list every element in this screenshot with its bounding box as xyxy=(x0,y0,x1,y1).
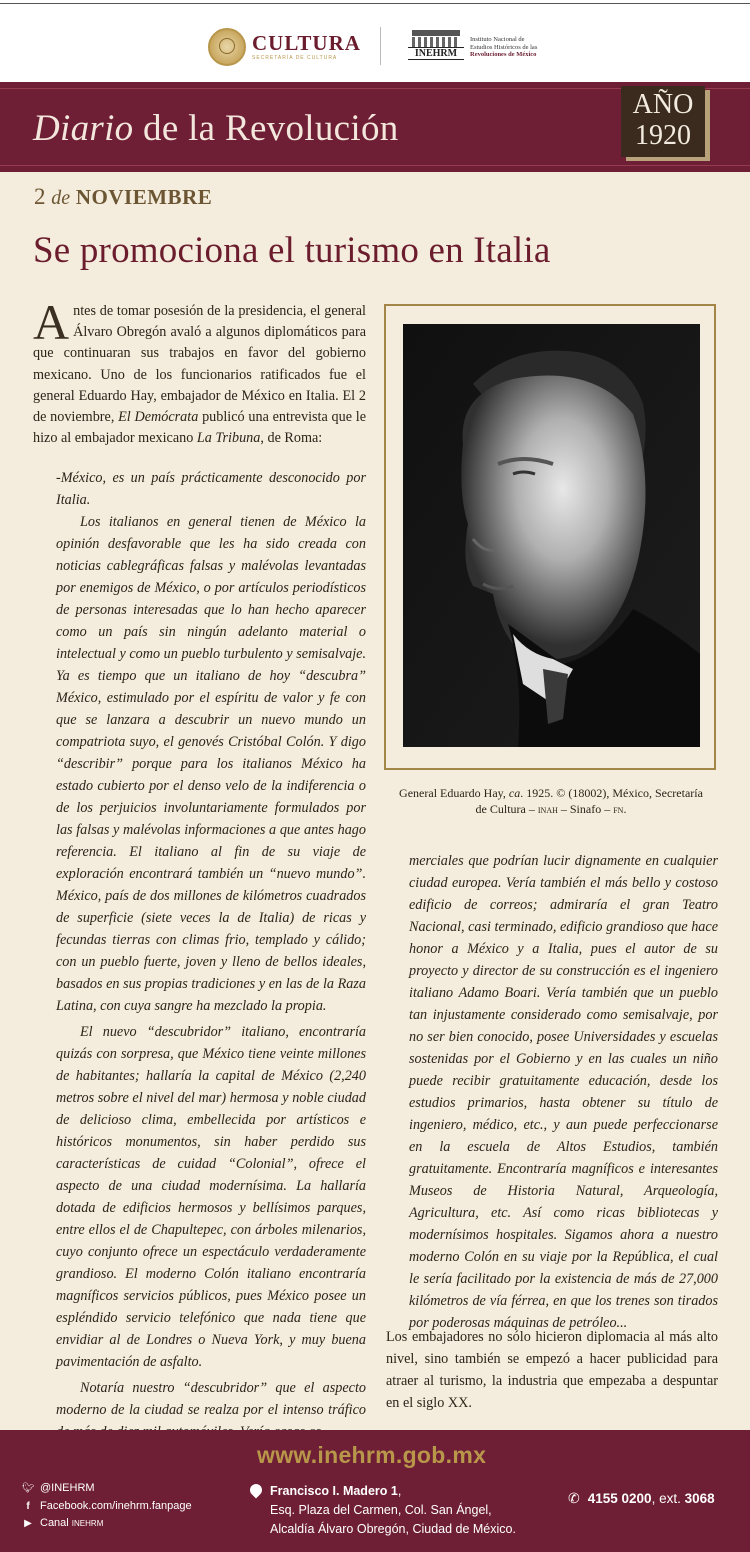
top-header xyxy=(0,0,750,82)
portrait-image xyxy=(403,324,700,747)
caption-part-d: . xyxy=(623,801,627,816)
facebook-url: Facebook.com/inehrm.fanpage xyxy=(40,1499,192,1512)
address-comma: , xyxy=(397,1484,402,1498)
caption-part-a: General Eduardo Hay, xyxy=(399,786,509,800)
youtube-link[interactable] xyxy=(22,1515,192,1533)
facebook-icon: f xyxy=(26,1500,30,1512)
inehrm-logo[interactable] xyxy=(408,30,537,60)
date-month: NOVIEMBRE xyxy=(75,185,213,209)
cultura-name: CULTURA xyxy=(252,31,361,55)
caption-part-c: – Sinafo – xyxy=(557,801,614,816)
quote-para-4: Notaría nuestro “descubridor” que el aspecto moderno de la ciudad se realza por el intenso tráfico xyxy=(56,1380,366,1418)
caption-ca: ca xyxy=(508,786,521,800)
cultura-sub: SECRETARÍA DE CULTURA xyxy=(252,55,338,61)
inehrm-line2: Estudios Históricos de las xyxy=(470,43,538,51)
address-block xyxy=(250,1482,516,1539)
phone-ext-label: , ext. xyxy=(651,1491,685,1506)
address-street: Francisco I. Madero 1 xyxy=(270,1484,398,1498)
social-links xyxy=(22,1480,192,1533)
year-value: 1920 xyxy=(635,120,691,151)
intro-text-1: ntes de tomar posesión de la presidencia, el general Álvaro Obregón avaló a algunos diplomáticos para que continuaran sus trabajos en favor del gobierno mexicano. Uno de los funcionarios ratificados fue el general Eduardo Hay, embajador de México en Italia. El 2 de noviembre, xyxy=(33,303,366,426)
intro-text-2: publicó una entrevista que le hizo al embajador mexicano xyxy=(33,409,367,447)
youtube-icon: ▶ xyxy=(24,1518,32,1529)
cultura-logo[interactable] xyxy=(208,28,361,66)
twitter-icon: 🐦︎ xyxy=(22,1483,35,1494)
intro-paragraph xyxy=(33,294,367,449)
phone-block[interactable] xyxy=(568,1490,715,1507)
building-icon xyxy=(408,30,464,60)
closing-paragraph xyxy=(386,1326,718,1414)
top-rule xyxy=(0,3,750,4)
caption-fn: fn xyxy=(613,803,624,816)
youtube-name: inehrm xyxy=(71,1517,104,1529)
title-rest: de la Revolución xyxy=(133,108,399,149)
address-line3: Alcaldía Álvaro Obregón, Ciudad de México. xyxy=(270,1522,516,1536)
drop-cap: A xyxy=(33,294,70,350)
twitter-link[interactable] xyxy=(22,1480,192,1498)
date-de: de xyxy=(51,187,71,209)
logo-divider xyxy=(380,27,381,65)
inehrm-acronym: INEHRM xyxy=(408,47,464,60)
address-line2: Esq. Plaza del Carmen, Col. San Ángel, xyxy=(270,1503,492,1517)
publication-title xyxy=(33,107,399,150)
title-italic: Diario xyxy=(33,108,134,149)
headline: Se promociona el turismo en Italia xyxy=(33,230,551,271)
map-pin-icon xyxy=(248,1482,265,1499)
caption-part-b: . 1925. © (18002), México, Secretaría de Cultura – xyxy=(475,786,703,816)
year-badge xyxy=(621,86,705,157)
caption-inah: inah xyxy=(537,803,558,816)
inehrm-line1: Instituto Nacional de xyxy=(470,36,525,43)
twitter-handle: @INEHRM xyxy=(40,1482,95,1494)
portrait-photo xyxy=(403,324,700,747)
quote-para-5: merciales que podrían lucir dignamente en cualquier ciudad europea. Vería también el más bello y costoso edificio de correos; admiraría el gran Teatro Nacional, casi terminado, edificio grandioso que hace honor a México y a Italia, pues el autor de su proyecto y director de su construcción es el ingeniero italiano Adamo Boari. Vería también que un pueblo tan injustamente considerado como semisalvaje, por no ser bien conocido, posee Universidades y escuelas sostenidas por el Gobierno y en las cuales un niño puede recibir gratuitamente educación, desde los estudios primarios, hasta obtener su título de ingeniero, médico, etc., y aun puede perfeccionarse en la escuela de Altos Estudios, también gratuitamente. Encontraría magníficos e interesantes Museos de Historia Natural, Arqueología, Agricultura, etc. Así como ricas bibliotecas y modernísimos hospitales. Sigamos ahora a nuestro moderno Colón en su viaje por la República, el cual le sería facilitado por la existencia de más de 27,000 kilómetros de vía férrea, en que los trenes son tirados por poderosas máquinas de petróleo... xyxy=(409,853,718,1331)
quote-left-column xyxy=(56,467,366,1443)
quote-right-column xyxy=(409,850,718,1334)
year-label: AÑO xyxy=(632,89,694,120)
quote-para-3: El nuevo “descubridor” italiano, encontraría quizás con sorpresa, que México tiene veinte millones de habitantes; hallaría la capital de México (2,240 metros sobre el nivel del mar) hermosa y noble ciudad de delicioso clima, embellecida por artísticos e históricos monumentos, sin haber perdido sus características de cuidad “Colonial”, ofrece el aspecto de una ciudad modernísima. La hallaría dotada de edificios hermosos y bellísimos parques, entre ellos el de Chapultepec, con árboles milenarios, cuyo conjunto ofrece un espectáculo verdaderamente grandioso. El moderno Colón italiano encontraría magníficos servicios públicos, pues México posee un espléndido servicio telefónico que nada tiene que envidiar al de Londres o Nueva York, y muy buena pavimentación de asfalto. xyxy=(56,1024,366,1370)
article-date xyxy=(34,184,212,210)
intro-newspaper-2: La Tribuna xyxy=(196,430,261,447)
phone-ext: 3068 xyxy=(684,1491,715,1506)
quote-para-2: Los italianos en general tienen de México la opinión desfavorable que les ha sido creada con noticias cablegráficas falsas y malévolas levantadas por enemigos de México, o por artículos periodísticos de personas interesadas que lo han hecho aparecer como un país sin ningún adelanto material o intelectual y como un pueblo turbulento y semisalvaje. Ya es tiempo que un italiano de hoy “descubra” México, estimulado por el espíritu de valor y fe con que se lanzara a descubrir un nuevo mundo un compatriota suyo, el genovés Cristóbal Colón. Y digo “describir” porque para los italianos México ha estado cubierto por el denso velo de la indiferencia o de los perjuicios involuntariamente formulados por las falsas y malévolas informaciones a que antes hago referencia. El italiano al fin de su viaje de exploración encontrará también un “nuevo mundo”. México, país de dos millones de kilómetros cuadrados de superficie (siete veces la de Italia) de ricas y fecundas tierras con climas frio, templado y cálido; con un pueblo fuerte, joven y lleno de bellos ideales, basados en sus propias tradiciones y en las de la Raza Latina, con cuya sangre ha mezclado la propia. xyxy=(56,514,366,1014)
photo-caption xyxy=(394,786,708,818)
intro-text-3: , de Roma: xyxy=(260,430,323,447)
website-link[interactable]: www.inehrm.gob.mx xyxy=(257,1442,487,1468)
intro-newspaper: El Demócrata xyxy=(118,409,199,426)
quote-para-1: -México, es un país prácticamente desconocido por Italia. xyxy=(56,470,366,508)
closing-text: Los embajadores no sólo hicieron diplomacia al más alto nivel, sino también se empezó a hacer publicidad para atraer al turismo, la industria que empezaba a despuntar en el siglo XX. xyxy=(386,1329,718,1411)
youtube-pre: Canal xyxy=(40,1517,72,1529)
inehrm-line3: Revoluciones de México xyxy=(470,51,537,58)
facebook-link[interactable] xyxy=(22,1498,192,1516)
phone-number: 4155 0200 xyxy=(587,1491,652,1506)
national-seal-icon xyxy=(208,28,246,66)
phone-icon: ✆ xyxy=(568,1490,580,1506)
date-day: 2 xyxy=(34,184,46,209)
